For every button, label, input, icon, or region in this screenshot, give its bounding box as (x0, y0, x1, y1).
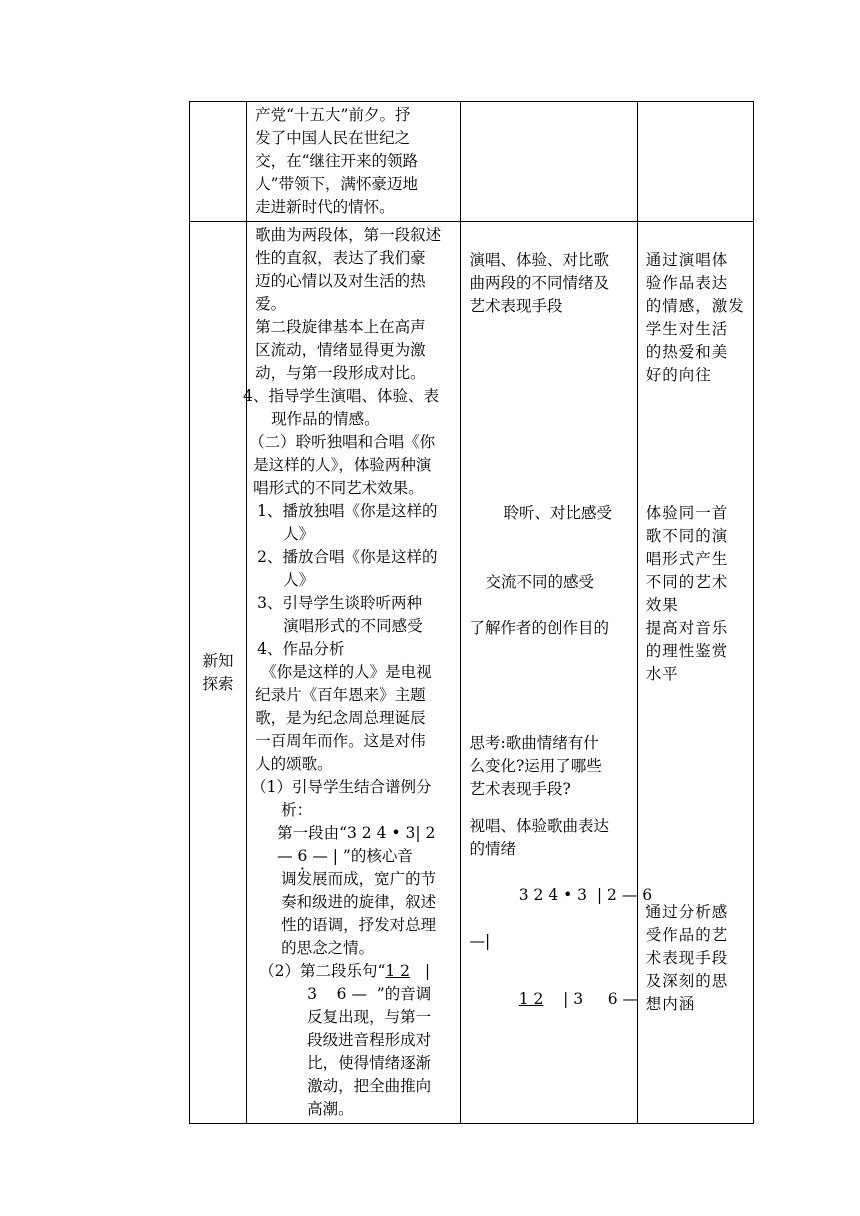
spacer (469, 318, 630, 502)
student-activity-cell (461, 102, 637, 222)
text-line: 视唱、体验歌曲表达 (469, 817, 609, 835)
text-line: 的理性鉴赏 (645, 642, 729, 660)
text-line: 动，与第一段形成对比。 (255, 364, 426, 382)
text-line: 2、播放合唱《你是这样的 (257, 548, 438, 566)
notation-line (469, 861, 653, 930)
paragraph (253, 546, 454, 592)
text-line: 想内涵 (645, 995, 696, 1013)
teacher-activity-cell (243, 222, 461, 1124)
paragraph (243, 385, 454, 431)
spacer (469, 594, 630, 617)
spacer (469, 525, 630, 571)
text-line: 人”带领下，满怀豪迈地 (255, 175, 419, 193)
text-line: 通过分析感 (645, 903, 729, 921)
underlined-notes: 1 2 (385, 962, 411, 980)
paragraph (646, 249, 747, 387)
text-line: 调发展而成，宽广的节 (281, 870, 437, 888)
text-line: 爱。 (255, 295, 287, 313)
paragraph (253, 638, 454, 661)
text-line: 验作品表达 (645, 274, 729, 292)
paragraph (253, 224, 454, 316)
text-line: 3、引导学生谈聆听两种 (257, 594, 422, 612)
text-line: 了解作者的创作目的 (469, 619, 609, 637)
text-line: 发了中国人民在世纪之 (255, 129, 411, 147)
text-line: —| (469, 932, 491, 950)
text-line: 人》 (283, 525, 315, 543)
text-line: 演唱形式的不同感受 (283, 617, 423, 635)
text-line: 产党“十五大”前夕。抒 (255, 106, 411, 124)
stage-cell (190, 102, 247, 222)
paragraph (253, 592, 454, 638)
text-line: 迈的心情以及对生活的热 (255, 272, 426, 290)
notation-line (277, 845, 454, 868)
spacer (646, 387, 747, 502)
paragraph (253, 661, 454, 776)
text-line: 1、播放独唱《你是这样的 (257, 502, 438, 520)
text-line: 现作品的情感。 (271, 410, 380, 428)
text-line: 段级进音程形成对 (307, 1031, 432, 1049)
stage-label: 探索 (202, 674, 234, 693)
text-line: 人》 (283, 571, 315, 589)
text-line: 的情感，激发 (645, 297, 745, 315)
text-line: 一百周年而作。这是对伟 (255, 732, 426, 750)
text-line: 好的向往 (645, 366, 712, 384)
paragraph (469, 815, 630, 861)
paragraph (253, 822, 454, 960)
text-line: 4、作品分析 (257, 640, 345, 658)
paragraph (469, 732, 630, 801)
text-line: 3 6 — ”的音调 (307, 985, 432, 1003)
spacer (646, 686, 747, 901)
text-line: 4、指导学生演唱、体验、表 (243, 387, 439, 405)
text-line: 性的语调，抒发对总理 (281, 916, 437, 934)
text-span: 3 2 4 • 3 (518, 886, 588, 904)
paragraph (249, 431, 454, 500)
text-span: （2）第二段乐句“ (259, 962, 386, 980)
spacer (469, 953, 630, 965)
paragraph (646, 617, 747, 686)
text-line: 学生对生活 (645, 320, 729, 338)
dotted-note: 6 · (298, 845, 308, 868)
underlined-notes: 1 2 (518, 990, 544, 1008)
text-line: 么变化?运用了哪些 (469, 757, 602, 775)
text-line: 艺术表现手段? (469, 780, 571, 798)
text-line: 不同的艺术 (645, 573, 729, 591)
text-line: 交，在“继往开来的领路 (255, 152, 419, 170)
text-span: | 2 (415, 824, 436, 842)
text-span: | 3 6 — (543, 990, 639, 1008)
text-line: 区流动，情绪显得更为激 (255, 341, 426, 359)
text-line: 聆听、对比感受 (503, 504, 612, 522)
design-intent-cell (637, 222, 753, 1124)
paragraph (253, 316, 454, 385)
text-line: 激动，把全曲推向 (307, 1077, 432, 1095)
student-activity-cell (461, 222, 653, 1124)
spacer (469, 801, 630, 815)
paragraph (469, 249, 630, 318)
text-line: 反复出现，与第一 (307, 1008, 432, 1026)
text-line: 歌不同的演 (645, 527, 729, 545)
text-line: 体验同一首 (645, 504, 729, 522)
text-line: （1）引导学生结合谱例分 (251, 778, 432, 796)
text-line: 的情绪 (469, 840, 516, 858)
text-line: 交流不同的感受 (485, 573, 594, 591)
text-line: 人的颂歌。 (255, 755, 333, 773)
text-line: 受作品的艺 (645, 926, 729, 944)
text-line: 比，使得情绪逐渐 (307, 1054, 432, 1072)
text-line: 的热爱和美 (645, 343, 729, 361)
text-line: 曲两段的不同情绪及 (469, 274, 609, 292)
text-span: 第一段由“3 2 4 • 3 (277, 824, 416, 842)
stage-cell (190, 222, 247, 1124)
table-row (190, 102, 754, 222)
text-line: 第二段旋律基本上在高声 (255, 318, 426, 336)
text-span: — | ”的核心音 (307, 847, 413, 865)
text-line: 通过演唱体 (645, 251, 729, 269)
teacher-activity-cell (247, 102, 461, 222)
text-line: 《你是这样的人》是电视 (261, 663, 432, 681)
text-line: 及深刻的思 (645, 972, 729, 990)
stage-label: 新知 (202, 651, 234, 670)
text-line: 性的直叙，表达了我们豪 (255, 249, 426, 267)
paragraph (646, 901, 747, 1016)
text-line: 唱形式的不同艺术效果。 (253, 479, 424, 497)
text-line: 思考:歌曲情绪有什 (469, 734, 599, 752)
paragraph (253, 500, 454, 546)
table-row (190, 222, 754, 1124)
dotted-note: 6 · (642, 884, 652, 907)
lesson-plan-table (189, 101, 754, 1124)
paragraph (251, 776, 454, 822)
text-line: 奏和级进的旋律，叙述 (281, 893, 437, 911)
text-line: 唱形式产生 (645, 550, 729, 568)
text-line: （二）聆听独唱和合唱《你 (249, 433, 436, 451)
text-line: 效果 (645, 596, 679, 614)
text-line: 纪录片《百年恩来》主题 (255, 686, 426, 704)
text-line: 提高对音乐 (645, 619, 729, 637)
text-line: 艺术表现手段 (469, 297, 563, 315)
text-line: 走进新时代的情怀。 (255, 198, 395, 216)
paragraph (646, 502, 747, 617)
text-line: 高潮。 (307, 1100, 354, 1118)
spacer (469, 640, 630, 732)
text-line: 演唱、体验、对比歌 (469, 251, 609, 269)
notation-line (277, 822, 454, 845)
design-intent-cell (637, 102, 753, 222)
text-line: 的思念之情。 (281, 939, 375, 957)
text-span: | (410, 962, 431, 980)
notation-line (469, 965, 639, 1034)
text-line: 是这样的人》，体验两种演 (253, 456, 432, 474)
paragraph (253, 960, 454, 1121)
text-span: — (277, 847, 298, 865)
text-line: 析： (281, 801, 313, 819)
text-line: 歌曲为两段体，第一段叙述 (255, 226, 442, 244)
text-line: 水平 (645, 665, 679, 683)
text-line: 术表现手段 (645, 949, 729, 967)
notation-line (259, 960, 454, 983)
text-line: 歌，是为纪念周总理诞辰 (255, 709, 426, 727)
text-span: | 2 — (587, 886, 643, 904)
